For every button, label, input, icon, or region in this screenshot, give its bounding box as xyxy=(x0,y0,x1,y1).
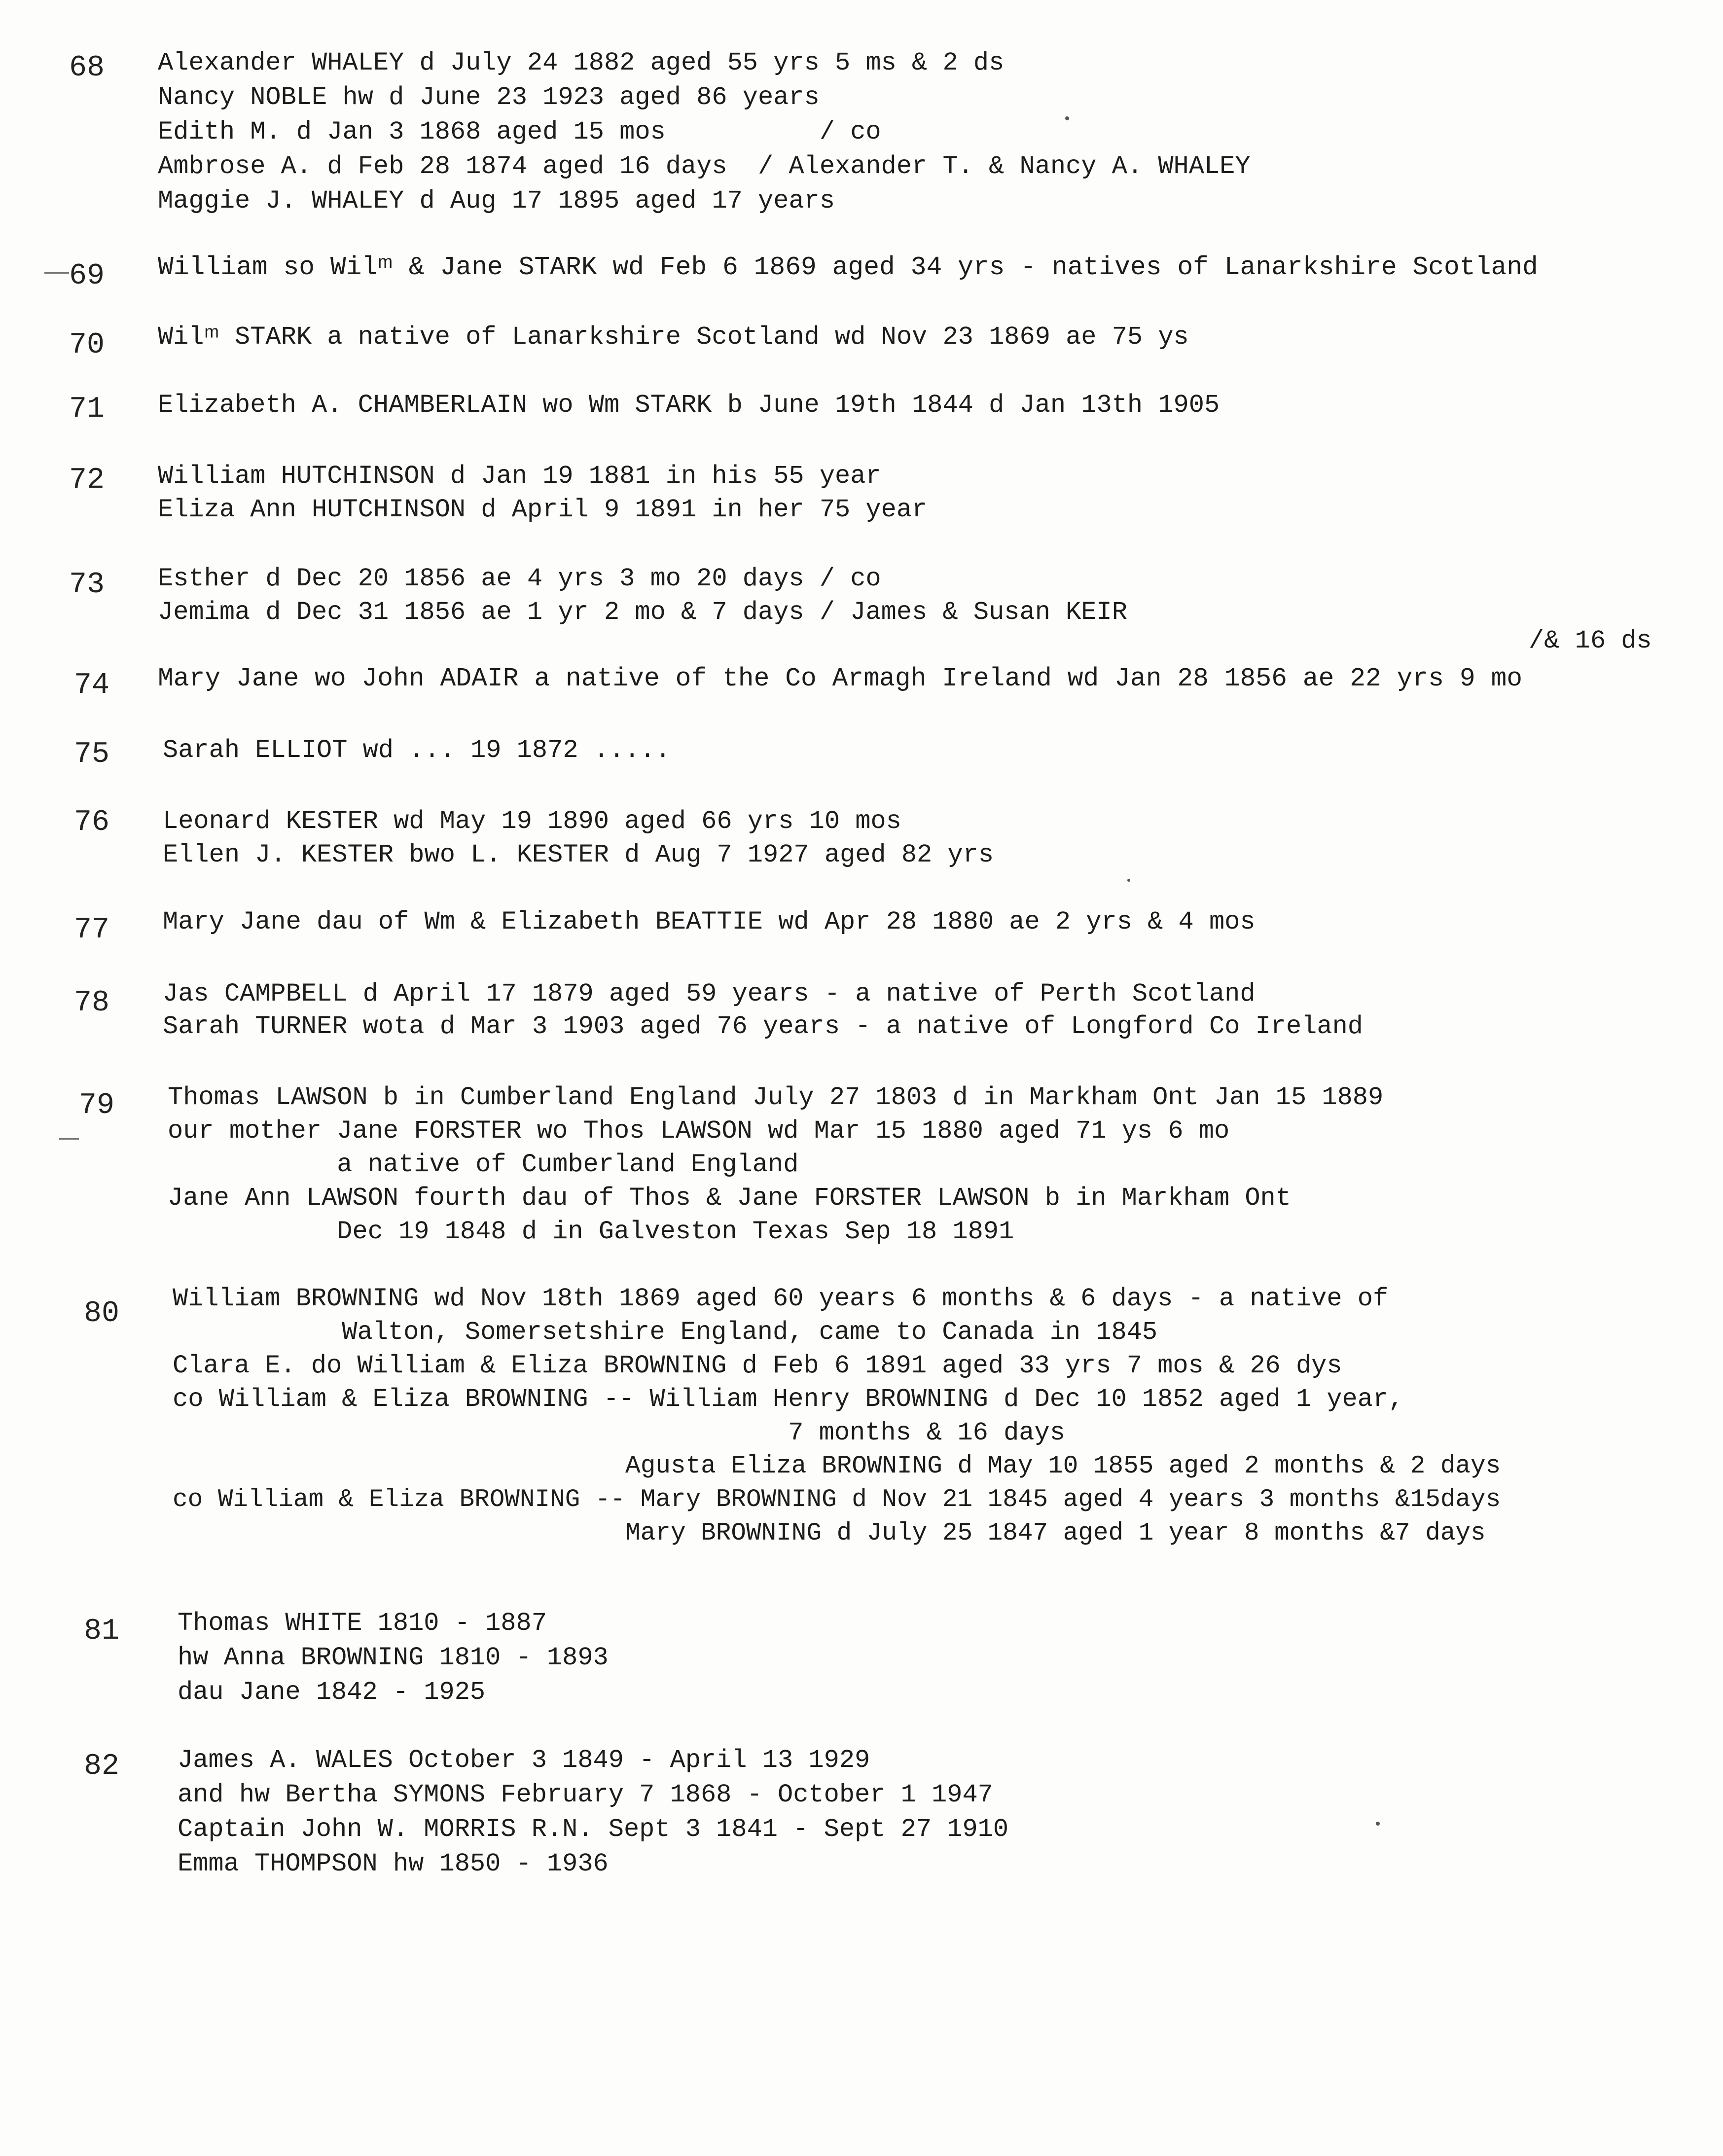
entry-line: 7 months & 16 days xyxy=(173,1418,1065,1447)
entry-number: 69 xyxy=(69,259,105,293)
scan-mark xyxy=(44,272,69,274)
entry-line: our mother Jane FORSTER wo Thos LAWSON wd Mar 15 1880 aged 71 ys 6 mo xyxy=(168,1116,1230,1146)
entry-line: Walton, Somersetshire England, came to Canada in 1845 xyxy=(173,1318,1158,1347)
entry-line: Leonard KESTER wd May 19 1890 aged 66 yrs 10 mos xyxy=(163,807,901,836)
entry-number: 76 xyxy=(74,806,110,839)
entry-line: Alexander WHALEY d July 24 1882 aged 55 yrs 5 ms & 2 ds xyxy=(158,48,1005,77)
entry-line: Mary Jane dau of Wm & Elizabeth BEATTIE wd Apr 28 1880 ae 2 yrs & 4 mos xyxy=(163,907,1256,936)
entry-line: Mary Jane wo John ADAIR a native of the Co Armagh Ireland wd Jan 28 1856 ae 22 yrs 9 mo xyxy=(158,664,1523,693)
entry-line: Jane Ann LAWSON fourth dau of Thos & Jane FORSTER LAWSON b in Markham Ont xyxy=(168,1184,1291,1213)
entry-number: 70 xyxy=(69,328,105,362)
entry-line: co William & Eliza BROWNING -- Mary BROWNING d Nov 21 1845 aged 4 years 3 months &15days xyxy=(173,1486,1501,1514)
entry-line: William HUTCHINSON d Jan 19 1881 in his 55 year xyxy=(158,462,881,491)
entry-line: Captain John W. MORRIS R.N. Sept 3 1841 - Sept 27 1910 xyxy=(178,1815,1009,1844)
scan-speck xyxy=(1065,116,1069,120)
entry-line: Maggie J. WHALEY d Aug 17 1895 aged 17 years xyxy=(158,186,835,216)
entry-line: and hw Bertha SYMONS February 7 1868 - October 1 1947 xyxy=(178,1780,993,1809)
entry-line: Dec 19 1848 d in Galveston Texas Sep 18 1891 xyxy=(168,1217,1014,1246)
entry-line: Sarah ELLIOT wd ... 19 1872 ..... xyxy=(163,736,671,765)
entry-line: Ambrose A. d Feb 28 1874 aged 16 days / Alexander T. & Nancy A. WHALEY xyxy=(158,152,1251,181)
entry-line: Clara E. do William & Eliza BROWNING d Feb 6 1891 aged 33 yrs 7 mos & 26 dys xyxy=(173,1351,1342,1380)
entry-number: 75 xyxy=(74,738,110,771)
entry-line: William BROWNING wd Nov 18th 1869 aged 60 years 6 months & 6 days - a native of xyxy=(173,1284,1389,1313)
entry-number: 79 xyxy=(79,1089,115,1122)
entry-number: 80 xyxy=(84,1297,120,1330)
entry-number: 68 xyxy=(69,51,105,85)
scan-speck xyxy=(1127,879,1130,882)
entry-line: Wilᵐ STARK a native of Lanarkshire Scotland wd Nov 23 1869 ae 75 ys xyxy=(158,323,1189,352)
entry-line: hw Anna BROWNING 1810 - 1893 xyxy=(178,1643,609,1672)
entry-line: a native of Cumberland England xyxy=(168,1150,799,1179)
entry-number: 73 xyxy=(69,568,105,602)
entry-number: 71 xyxy=(69,393,105,426)
entry-line: Sarah TURNER wota d Mar 3 1903 aged 76 years - a native of Longford Co Ireland xyxy=(163,1012,1363,1041)
entry-number: 82 xyxy=(84,1750,120,1783)
entry-line: Edith M. d Jan 3 1868 aged 15 mos / co xyxy=(158,117,881,146)
entry-line: Emma THOMPSON hw 1850 - 1936 xyxy=(178,1849,609,1878)
entry-number: 81 xyxy=(84,1615,120,1648)
entry-number: 72 xyxy=(69,464,105,497)
scan-mark xyxy=(59,1138,79,1140)
entry-line: Mary BROWNING d July 25 1847 aged 1 year 8 months &7 days xyxy=(173,1519,1486,1547)
entry-line: Eliza Ann HUTCHINSON d April 9 1891 in her 75 year xyxy=(158,495,928,524)
entry-number: 74 xyxy=(74,669,110,702)
entry-margin-note: /& 16 ds xyxy=(1529,626,1652,655)
entry-line: Thomas WHITE 1810 - 1887 xyxy=(178,1609,547,1638)
entry-line: Elizabeth A. CHAMBERLAIN wo Wm STARK b June 19th 1844 d Jan 13th 1905 xyxy=(158,391,1220,420)
entry-line: Agusta Eliza BROWNING d May 10 1855 aged 2 months & 2 days xyxy=(173,1452,1501,1480)
entry-line: Nancy NOBLE hw d June 23 1923 aged 86 years xyxy=(158,83,820,112)
entry-line: James A. WALES October 3 1849 - April 13 1929 xyxy=(178,1746,870,1775)
entry-number: 78 xyxy=(74,986,110,1020)
entry-line: co William & Eliza BROWNING -- William Henry BROWNING d Dec 10 1852 aged 1 year, xyxy=(173,1385,1404,1414)
entry-line: Jas CAMPBELL d April 17 1879 aged 59 years - a native of Perth Scotland xyxy=(163,979,1256,1008)
entry-line: Esther d Dec 20 1856 ae 4 yrs 3 mo 20 days / co xyxy=(158,564,881,593)
entry-line: dau Jane 1842 - 1925 xyxy=(178,1678,486,1707)
entry-line: Ellen J. KESTER bwo L. KESTER d Aug 7 1927 aged 82 yrs xyxy=(163,840,994,869)
entry-number: 77 xyxy=(74,913,110,947)
entry-line: Thomas LAWSON b in Cumberland England July 27 1803 d in Markham Ont Jan 15 1889 xyxy=(168,1083,1384,1112)
entry-line: Jemima d Dec 31 1856 ae 1 yr 2 mo & 7 days / James & Susan KEIR xyxy=(158,598,1127,627)
scan-speck xyxy=(1376,1822,1380,1826)
entry-line: William so Wilᵐ & Jane STARK wd Feb 6 1869 aged 34 yrs - natives of Lanarkshire Scotland xyxy=(158,252,1538,282)
